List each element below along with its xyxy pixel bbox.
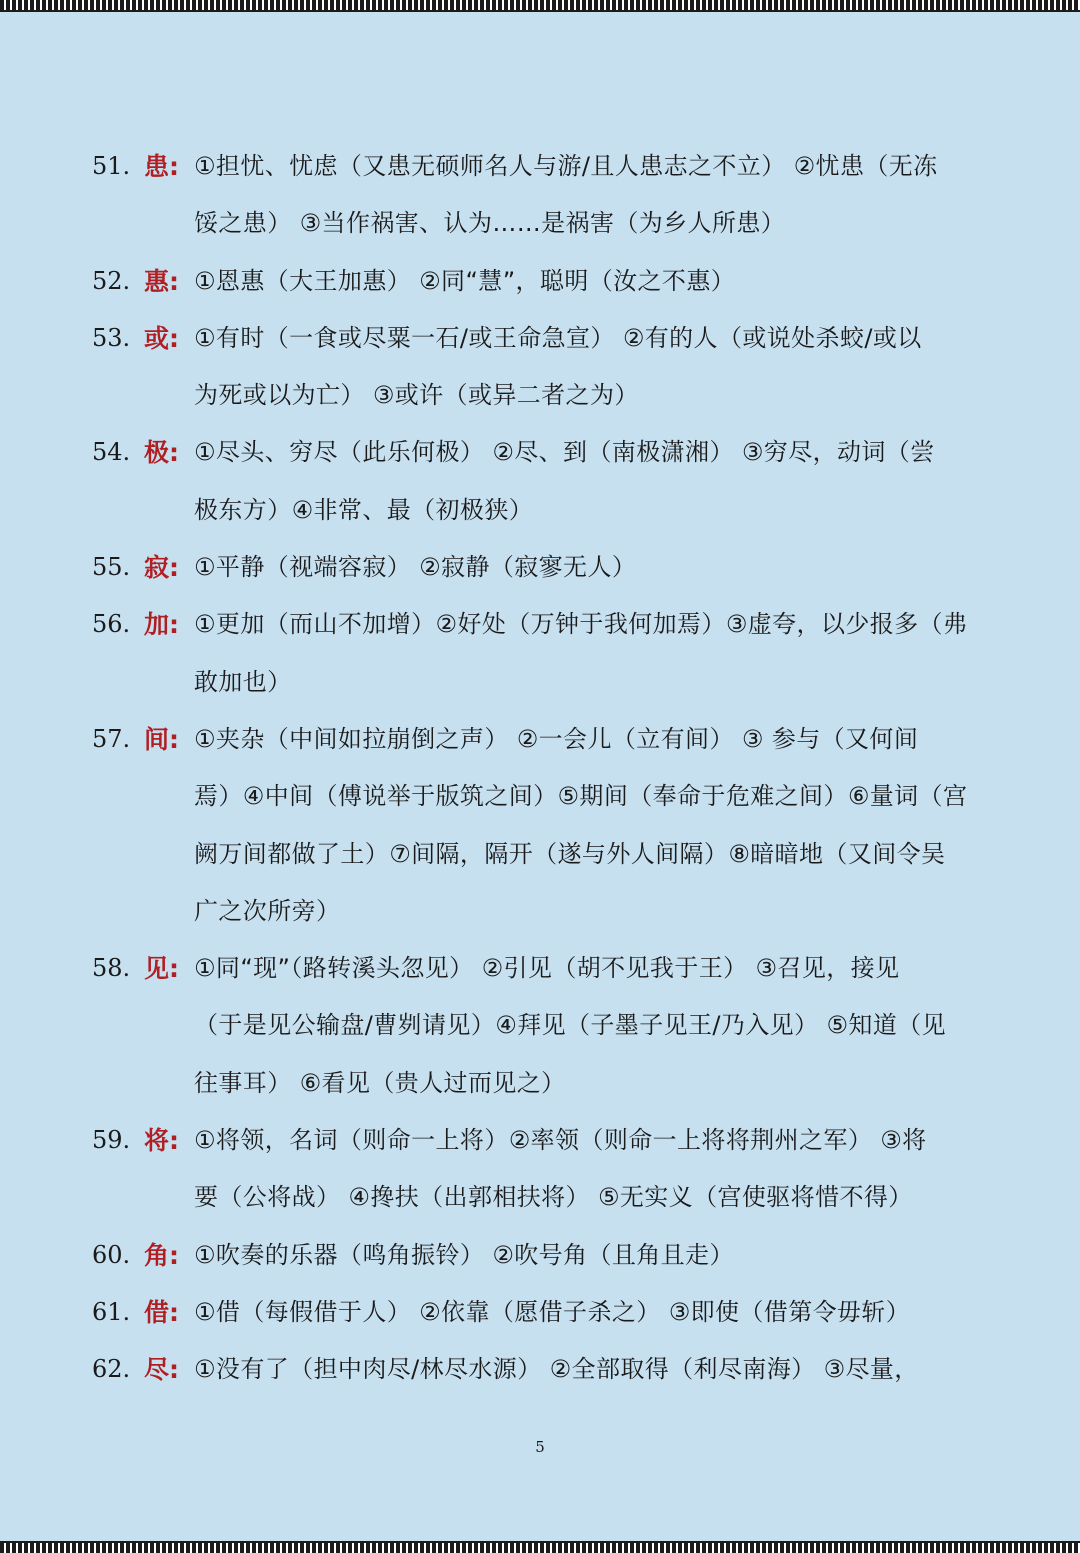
entry-item xyxy=(92,1227,992,1284)
definition-line: 广之次所旁） xyxy=(194,896,341,925)
entry-definition xyxy=(194,138,992,253)
entry-headword: 借: xyxy=(144,1297,179,1327)
entry-number: 62. xyxy=(92,1355,131,1384)
definition-line: 敢加也） xyxy=(194,667,292,696)
entry-definition xyxy=(194,424,992,539)
definition-line: ①吹奏的乐器（鸣角振铃） ②吹号角（且角且走） xyxy=(194,1240,734,1269)
definition-line: ①担忧、忧虑（又患无硕师名人与游/且人患志之不立） ②忧患（无冻 xyxy=(194,152,938,180)
entry-headword: 见: xyxy=(144,954,179,984)
entry-list xyxy=(92,138,992,1399)
entry-item xyxy=(92,539,992,596)
entry-headword: 间: xyxy=(144,724,179,754)
definition-line: ①恩惠（大王加惠） ②同“慧”，聪明（汝之不惠） xyxy=(194,266,736,295)
definition-line: ①没有了（担中肉尽/林尽水源） ②全部取得（利尽南海） ③尽量， xyxy=(194,1355,919,1384)
definition-line: 要（公将战） ④搀扶（出郭相扶将） ⑤无实义（宫使驱将惜不得） xyxy=(194,1183,913,1212)
page-number: 5 xyxy=(535,1438,545,1456)
entry-definition xyxy=(194,1341,992,1398)
entry-number: 51. xyxy=(92,152,131,180)
entry-item xyxy=(92,424,992,539)
definition-line: 阙万间都做了土）⑦间隔，隔开（遂与外人间隔）⑧暗暗地（又间令吴 xyxy=(194,839,946,868)
entry-definition xyxy=(194,310,992,425)
definition-line: ①有时（一食或尽粟一石/或王命急宣） ②有的人（或说处杀蛟/或以 xyxy=(194,323,922,352)
definition-line: ①借（每假借于人） ②依靠（愿借子杀之） ③即使（借第令毋斩） xyxy=(194,1297,911,1326)
entry-definition xyxy=(194,539,992,596)
entry-item xyxy=(92,940,992,1112)
page-bottom-border xyxy=(0,1543,1080,1553)
definition-line: （于是见公输盘/曹刿请见）④拜见（子墨子见王/乃入见） ⑤知道（见 xyxy=(194,1011,947,1040)
entry-number: 57. xyxy=(92,724,131,753)
entry-item xyxy=(92,1341,992,1398)
entry-definition xyxy=(194,253,992,310)
definition-line: 为死或以为亡） ③或许（或异二者之为） xyxy=(194,381,639,410)
definition-line: 往事耳） ⑥看见（贵人过而见之） xyxy=(194,1068,566,1097)
entry-headword: 惠: xyxy=(144,266,179,296)
definition-line: 馁之患） ③当作祸害、认为……是祸害（为乡人所患） xyxy=(194,209,786,238)
entry-headword: 角: xyxy=(144,1240,179,1270)
entry-item xyxy=(92,1112,992,1227)
entry-item xyxy=(92,711,992,940)
entry-number: 61. xyxy=(92,1297,131,1326)
definition-line: ①尽头、穷尽（此乐何极） ②尽、到（南极潇湘） ③穷尽，动词（尝 xyxy=(194,438,935,467)
definition-line: ①平静（视端容寂） ②寂静（寂寥无人） xyxy=(194,553,637,582)
entry-number: 53. xyxy=(92,323,131,352)
entry-number: 52. xyxy=(92,266,131,295)
entry-definition xyxy=(194,711,992,940)
page-top-border xyxy=(0,0,1080,10)
entry-number: 59. xyxy=(92,1126,131,1155)
entry-definition xyxy=(194,1227,992,1284)
entry-definition xyxy=(194,596,992,711)
entry-number: 60. xyxy=(92,1240,131,1269)
entry-headword: 患: xyxy=(144,152,179,181)
entry-headword: 极: xyxy=(144,438,179,468)
entry-headword: 加: xyxy=(144,610,179,640)
definition-line: ①将领，名词（则命一上将）②率领（则命一上将将荆州之军） ③将 xyxy=(194,1126,927,1155)
entry-item xyxy=(92,138,992,253)
entry-number: 58. xyxy=(92,954,131,983)
entry-headword: 寂: xyxy=(144,553,179,583)
entry-number: 54. xyxy=(92,438,131,467)
entry-headword: 尽: xyxy=(144,1355,179,1385)
entry-number: 55. xyxy=(92,553,131,582)
entry-item xyxy=(92,1284,992,1341)
entry-definition xyxy=(194,940,992,1112)
entry-headword: 或: xyxy=(144,323,179,353)
entry-definition xyxy=(194,1284,992,1341)
definition-line: ①更加（而山不加增）②好处（万钟于我何加焉）③虚夸，以少报多（弗 xyxy=(194,610,968,639)
entry-item xyxy=(92,310,992,425)
entry-item xyxy=(92,253,992,310)
entry-headword: 将: xyxy=(144,1126,179,1156)
definition-line: 极东方）④非常、最（初极狭） xyxy=(194,495,534,524)
entry-item xyxy=(92,596,992,711)
definition-line: 焉）④中间（傅说举于版筑之间）⑤期间（奉命于危难之间）⑥量词（宫 xyxy=(194,782,968,811)
definition-line: ①同“现”（路转溪头忽见） ②引见（胡不见我于王） ③召见，接见 xyxy=(194,954,900,983)
entry-definition xyxy=(194,1112,992,1227)
definition-line: ①夹杂（中间如拉崩倒之声） ②一会儿（立有间） ③ 参与（又何间 xyxy=(194,724,919,753)
entry-number: 56. xyxy=(92,610,131,639)
